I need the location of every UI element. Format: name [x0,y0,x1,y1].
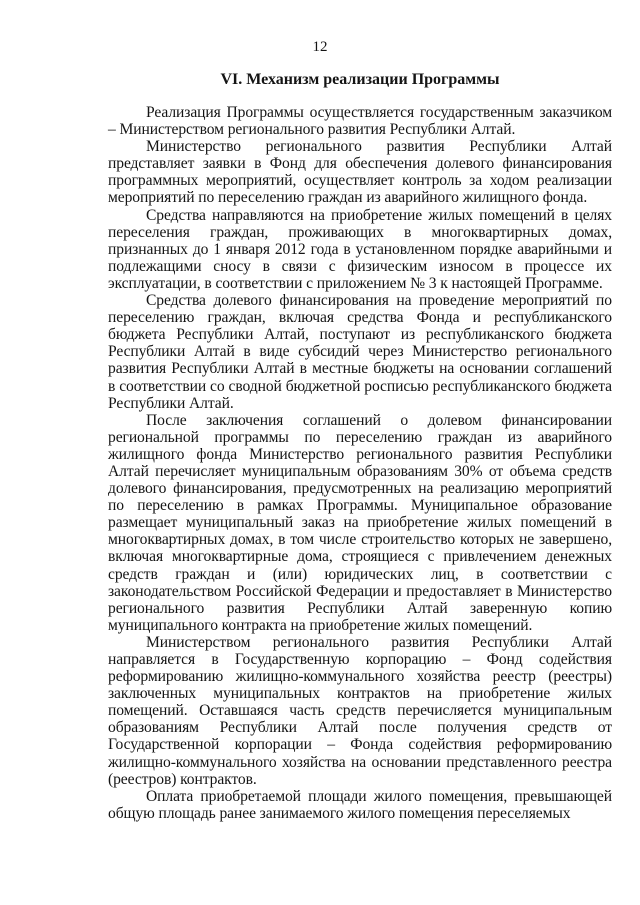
paragraph-ministry-applications: Министерство регионального развития Республики Алтай представляет заявки в Фонд для обеспечения долевого финансирования программных мероприятий, осуществляет контроль за ходом реализации мероприятий по переселению граждан из аварийного жилищного фонда. [108,138,612,207]
page-number: 12 [312,39,328,55]
paragraph-cofinancing: Средства долевого финансирования на проведение мероприятий по переселению граждан, включая средства Фонда и республиканского бюджета Республики Алтай, поступают из республиканского бюджета Республики Алтай в виде субсидий через Министерство регионального развития Республики Алтай в местные бюджеты на основании соглашений в соответствии со сводной бюджетной росписью республиканского бюджета Республики Алтай. [108,292,612,412]
paragraph-agreements: После заключения соглашений о долевом финансировании региональной программы по переселению граждан из аварийного жилищного фонда Министерство регионального развития Республики Алтай перечисляет муниципальным образованиям 30% от объема средств долевого финансирования, предусмотренных на реализацию мероприятий по переселению в рамках Программы. Муниципальное образование размещает муниципальный заказ на приобретение жилых помещений в многоквартирных домах, в том числе строительство которых не завершено, включая многоквартирные дома, строящиеся с привлечением денежных средств граждан и (или) юридических лиц, в соответствии с законодательством Российской Федерации и предоставляет в Министерство регионального развития Республики Алтай заверенную копию муниципального контракта на приобретение жилых помещений. [108,411,612,634]
paragraph-registry: Министерством регионального развития Республики Алтай направляется в Государственную корпорацию – Фонд содействия реформированию жилищно-коммунального хозяйства реестр (реестры) заключенных муниципальных контрактов на приобретение жилых помещений. Оставшаяся часть средств перечисляется муниципальным образованиям Республики Алтай после получения средств от Государственной корпорации – Фонда содействия реформированию жилищно-коммунального хозяйства на основании представленного реестра (реестров) контрактов. [108,633,612,788]
paragraph-implementation-customer: Реализация Программы осуществляется государственным заказчиком – Министерством регионального развития Республики Алтай. [108,104,612,139]
section-title: VI. Механизм реализации Программы [220,71,500,88]
paragraph-funds-purpose: Средства направляются на приобретение жилых помещений в целях переселения граждан, проживающих в многоквартирных домах, признанных до 1 января 2012 года в установленном порядке аварийными и подлежащими сносу в связи с физическим износом в процессе их эксплуатации, в соответствии с приложением № 3 к настоящей Программе. [108,206,612,292]
section-body [108,104,612,822]
paragraph-payment: Оплата приобретаемой площади жилого помещения, превышающей общую площадь ранее занимаемого жилого помещения переселяемых [108,787,612,822]
